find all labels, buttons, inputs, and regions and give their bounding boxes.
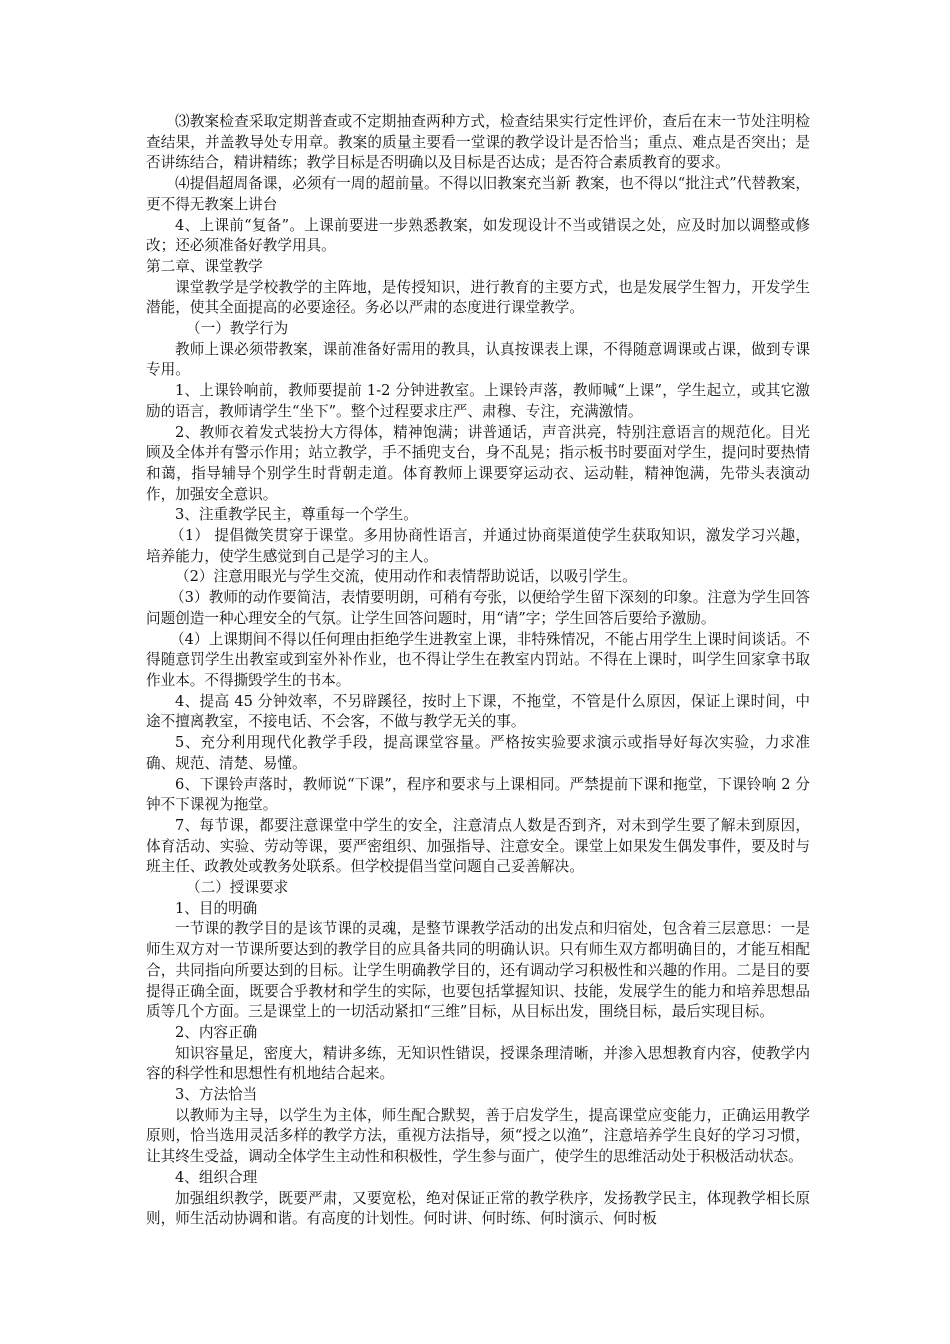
paragraph: 3、方法恰当 bbox=[175, 1086, 258, 1104]
paragraph: （2）注意用眼光与学生交流，使用动作和表情帮助说话，以吸引学生。 bbox=[175, 568, 637, 586]
document-page bbox=[146, 112, 810, 1230]
paragraph: 知识容量足，密度大，精讲多练，无知识性错误，授课条理清晰，并渗入思想教育内容，使教学内容的科学性和思想性有机地结合起来。 bbox=[146, 1044, 810, 1083]
paragraph: 4、提高 45 分钟效率，不另辟蹊径，按时上下课，不拖堂，不管是什么原因，保证上课时间，中途不擅离教室，不接电话、不会客，不做与教学无关的事。 bbox=[146, 692, 810, 731]
paragraph: 课堂教学是学校教学的主阵地，是传授知识，进行教育的主要方式，也是发展学生智力，开发学生潜能，使其全面提高的必要途径。务必以严肃的态度进行课堂教学。 bbox=[146, 278, 810, 317]
paragraph: 2、教师衣着发式装扮大方得体，精神饱满；讲普通话，声音洪亮，特别注意语言的规范化。目光顾及全体并有警示作用；站立教学，手不插兜支台，身不乱晃；指示板书时要面对学生，提问时要热情和蔼，指导辅导个别学生时背朝走道。体育教师上课要穿运动衣、运动鞋，精神饱满，先带头表演动作，加强安全意识。 bbox=[146, 423, 810, 503]
paragraph: （3）教师的动作要简洁，表情要明朗，可稍有夸张，以便给学生留下深刻的印象。注意为学生回答问题创造一种心理安全的气氛。让学生回答问题时，用“请”字；学生回答后要给予激励。 bbox=[146, 589, 810, 627]
paragraph: 4、上课前“复备”。上课前要进一步熟悉教案，如发现设计不当或错误之处，应及时加以调整或修改；还必须准备好教学用具。 bbox=[146, 216, 810, 255]
paragraph: ⑶教案检查采取定期普查或不定期抽查两种方式，检查结果实行定性评价，查后在末一节处注明检查结果，并盖教导处专用章。教案的质量主要看一堂课的教学设计是否恰当；重点、难点是否突出；是否讲练结合，精讲精练；教学目标是否明确以及目标是否达成；是否符合素质教育的要求。 bbox=[146, 113, 810, 172]
paragraph: 7、每节课，都要注意课堂中学生的安全，注意清点人数是否到齐，对未到学生要了解未到原因，体育活动、实验、劳动等课，要严密组织、加强指导、注意安全。课堂上如果发生偶发事件，要及时与班主任、政教处或教务处联系。但学校提倡当堂问题自己妥善解决。 bbox=[146, 816, 810, 876]
paragraph: （1） 提倡微笑贯穿于课堂。多用协商性语言，并通过协商渠道使学生获取知识，激发学习兴趣，培养能力，使学生感觉到自己是学习的主人。 bbox=[146, 527, 810, 565]
paragraph: 一节课的教学目的是该节课的灵魂，是整节课教学活动的出发点和归宿处，包含着三层意思：一是师生双方对一节课所要达到的教学目的应具备共同的明确认识。只有师生双方都明确目的，才能互相配合，共同指向所要达到的目标。让学生明确教学目的，还有调动学习积极性和兴趣的作用。二是目的要提得正确全面，既要合乎教材和学生的实际，也要包括掌握知识、技能，发展学生的能力和培养思想品质等几个方面。三是课堂上的一切活动紧扣“三维”目标，从目标出发，围绕目标，最后实现目标。 bbox=[146, 920, 810, 1021]
paragraph: 3、注重教学民主，尊重每一个学生。 bbox=[175, 506, 418, 524]
paragraph: （一）教学行为 bbox=[186, 320, 289, 338]
paragraph: 2、内容正确 bbox=[175, 1023, 258, 1041]
paragraph: 1、目的明确 bbox=[175, 899, 258, 917]
paragraph: 以教师为主导，以学生为主体，师生配合默契，善于启发学生，提高课堂应变能力，正确运用教学原则，恰当选用灵活多样的教学方法，重视方法指导，须“授之以渔”，注意培养学生良好的学习习惯，让其终生受益，调动全体学生主动性和积极性，学生参与面广，使学生的思维活动处于积极活动状态。 bbox=[146, 1106, 810, 1166]
paragraph: 1、上课铃响前，教师要提前 1-2 分钟进教室。上课铃声落，教师喊“上课”，学生起立，或其它激励的语言，教师请学生“坐下”。整个过程要求庄严、肃穆、专注，充满激情。 bbox=[146, 382, 810, 420]
paragraph: 5、充分利用现代化教学手段，提高课堂容量。严格按实验要求演示或指导好每次实验，力求准确、规范、清楚、易懂。 bbox=[146, 734, 810, 772]
paragraph: （二）授课要求 bbox=[186, 879, 289, 897]
paragraph: 4、组织合理 bbox=[175, 1168, 258, 1186]
paragraph: 教师上课必须带教案，课前准备好需用的教具，认真按课表上课，不得随意调课或占课，做到专课专用。 bbox=[146, 340, 810, 379]
paragraph: 6、下课铃声落时，教师说“下课”，程序和要求与上课相同。严禁提前下课和拖堂，下课铃响 2 分钟不下课视为拖堂。 bbox=[146, 775, 810, 814]
paragraph: 第二章、课堂教学 bbox=[146, 257, 263, 275]
paragraph: 加强组织教学，既要严肃，又要宽松，绝对保证正常的教学秩序，发扬教学民主，体现教学相长原则，师生活动协调和谐。有高度的计划性。何时讲、何时练、何时演示、何时板 bbox=[146, 1189, 810, 1228]
paragraph: （4）上课期间不得以任何理由拒绝学生进教室上课，非特殊情况，不能占用学生上课时间谈话。不得随意罚学生出教室或到室外补作业，也不得让学生在教室内罚站。不得在上课时，叫学生回家拿书取作业本。不得撕毁学生的书本。 bbox=[146, 630, 810, 689]
paragraph: ⑷提倡超周备课，必须有一周的超前量。不得以旧教案充当新 教案，也不得以“批注式”代替教案，更不得无教案上讲台 bbox=[146, 175, 810, 213]
